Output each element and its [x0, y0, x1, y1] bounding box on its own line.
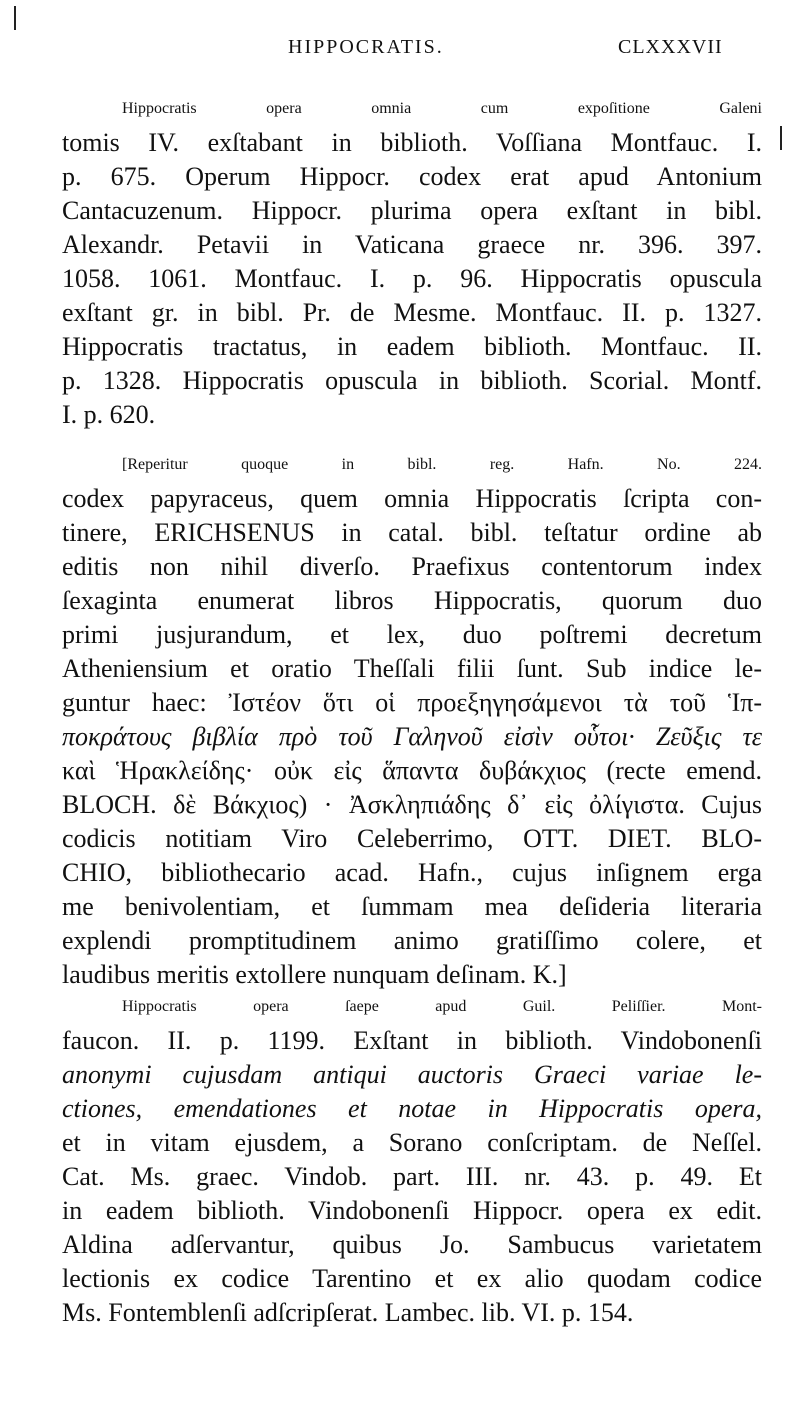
margin-mark — [780, 126, 782, 150]
text-line: Hippocratis tractatus, in eadem biblioth. Montfauc. II. — [62, 332, 762, 361]
text-line: et in vitam ejusdem, a Sorano conſcriptam. de Neſſel. — [62, 1128, 762, 1157]
text-line: in eadem biblioth. Vindobonenſi Hippocr. opera ex edit. — [62, 1196, 762, 1225]
text-line: Hippocratis opera ſaepe apud Guil. Peliſſier. Mont- — [122, 998, 762, 1015]
text-line: editis non nihil diverſo. Praefixus contentorum index — [62, 552, 762, 581]
text-line: Alexandr. Petavii in Vaticana graece nr. 396. 397. — [62, 230, 762, 259]
text-line: tomis IV. exſtabant in biblioth. Voſſiana Montfauc. I. — [62, 128, 762, 157]
text-line: tinere, ERICHSENUS in catal. bibl. teſtatur ordine ab — [62, 518, 762, 547]
text-line: Ms. Fontemblenſi adſcripſerat. Lambec. lib. VI. p. 154. — [62, 1298, 634, 1327]
running-title: HIPPOCRATIS. — [288, 36, 444, 58]
paragraph-3 — [62, 990, 762, 1330]
text-line: Cantacuzenum. Hippocr. plurima opera exſtant in bibl. — [62, 196, 762, 225]
page-header — [0, 30, 800, 70]
text-line: Aldina adſervantur, quibus Jo. Sambucus varietatem — [62, 1230, 762, 1259]
text-line: guntur haec: Ἰστέον ὅτι οἱ προεξηγησάμενοι τὰ τοῦ Ἱπ- — [62, 688, 762, 717]
text-line: ſexaginta enumerat libros Hippocratis, quorum duo — [62, 586, 762, 615]
text-line: [Reperitur quoque in bibl. reg. Hafn. No. 224. — [122, 456, 762, 473]
paragraph-2 — [62, 448, 762, 992]
text-line-greek: ποκράτους βιβλία πρὸ τοῦ Γαληνοῦ εἰσὶν οὗτοι· Ζεῦξις τε — [62, 722, 762, 751]
text-line-italic: anonymi cujusdam antiqui auctoris Graeci variae le- — [62, 1060, 762, 1089]
text-line: codex papyraceus, quem omnia Hippocratis ſcripta con- — [62, 484, 762, 513]
margin-mark — [14, 6, 16, 30]
text-line: Cat. Ms. graec. Vindob. part. III. nr. 43. p. 49. Et — [62, 1162, 762, 1191]
text-line: faucon. II. p. 1199. Exſtant in biblioth. Vindobonenſi — [62, 1026, 762, 1055]
text-line: primi jusjurandum, et lex, duo poſtremi decretum — [62, 620, 762, 649]
text-line: καὶ Ἡρακλείδης· οὐκ εἰς ἅπαντα δυβάκχιος (recte emend. — [62, 756, 762, 785]
text-line: BLOCH. δὲ Βάκχιος) · Ἀσκληπιάδης δ᾽ εἰς ὀλίγιστα. Cujus — [62, 790, 762, 819]
text-line: p. 675. Operum Hippocr. codex erat apud Antonium — [62, 162, 762, 191]
text-line: Hippocratis opera omnia cum expoſitione Galeni — [122, 100, 762, 117]
text-line: p. 1328. Hippocratis opuscula in biblioth. Scorial. Montf. — [62, 366, 762, 395]
text-line: lectionis ex codice Tarentino et ex alio quodam codice — [62, 1264, 762, 1293]
text-line-italic: ctiones, emendationes et notae in Hippocratis opera, — [62, 1094, 762, 1123]
text-line: exſtant gr. in bibl. Pr. de Mesme. Montfauc. II. p. 1327. — [62, 298, 762, 327]
text-line: Atheniensium et oratio Theſſali filii ſunt. Sub indice le- — [62, 654, 762, 683]
page-number: CLXXXVII — [618, 36, 723, 58]
text-line: I. p. 620. — [62, 400, 156, 429]
text-line: codicis notitiam Viro Celeberrimo, OTT. DIET. BLO- — [62, 824, 762, 853]
text-line: me benivolentiam, et ſummam mea deſideria literaria — [62, 892, 762, 921]
paragraph-1 — [62, 92, 762, 432]
text-line: CHIO, bibliothecario acad. Hafn., cujus inſignem erga — [62, 858, 762, 887]
text-line: laudibus meritis extollere nunquam deſinam. K.] — [62, 960, 567, 989]
text-line: explendi promptitudinem animo gratiſſimo colere, et — [62, 926, 762, 955]
text-line: 1058. 1061. Montfauc. I. p. 96. Hippocratis opuscula — [62, 264, 762, 293]
